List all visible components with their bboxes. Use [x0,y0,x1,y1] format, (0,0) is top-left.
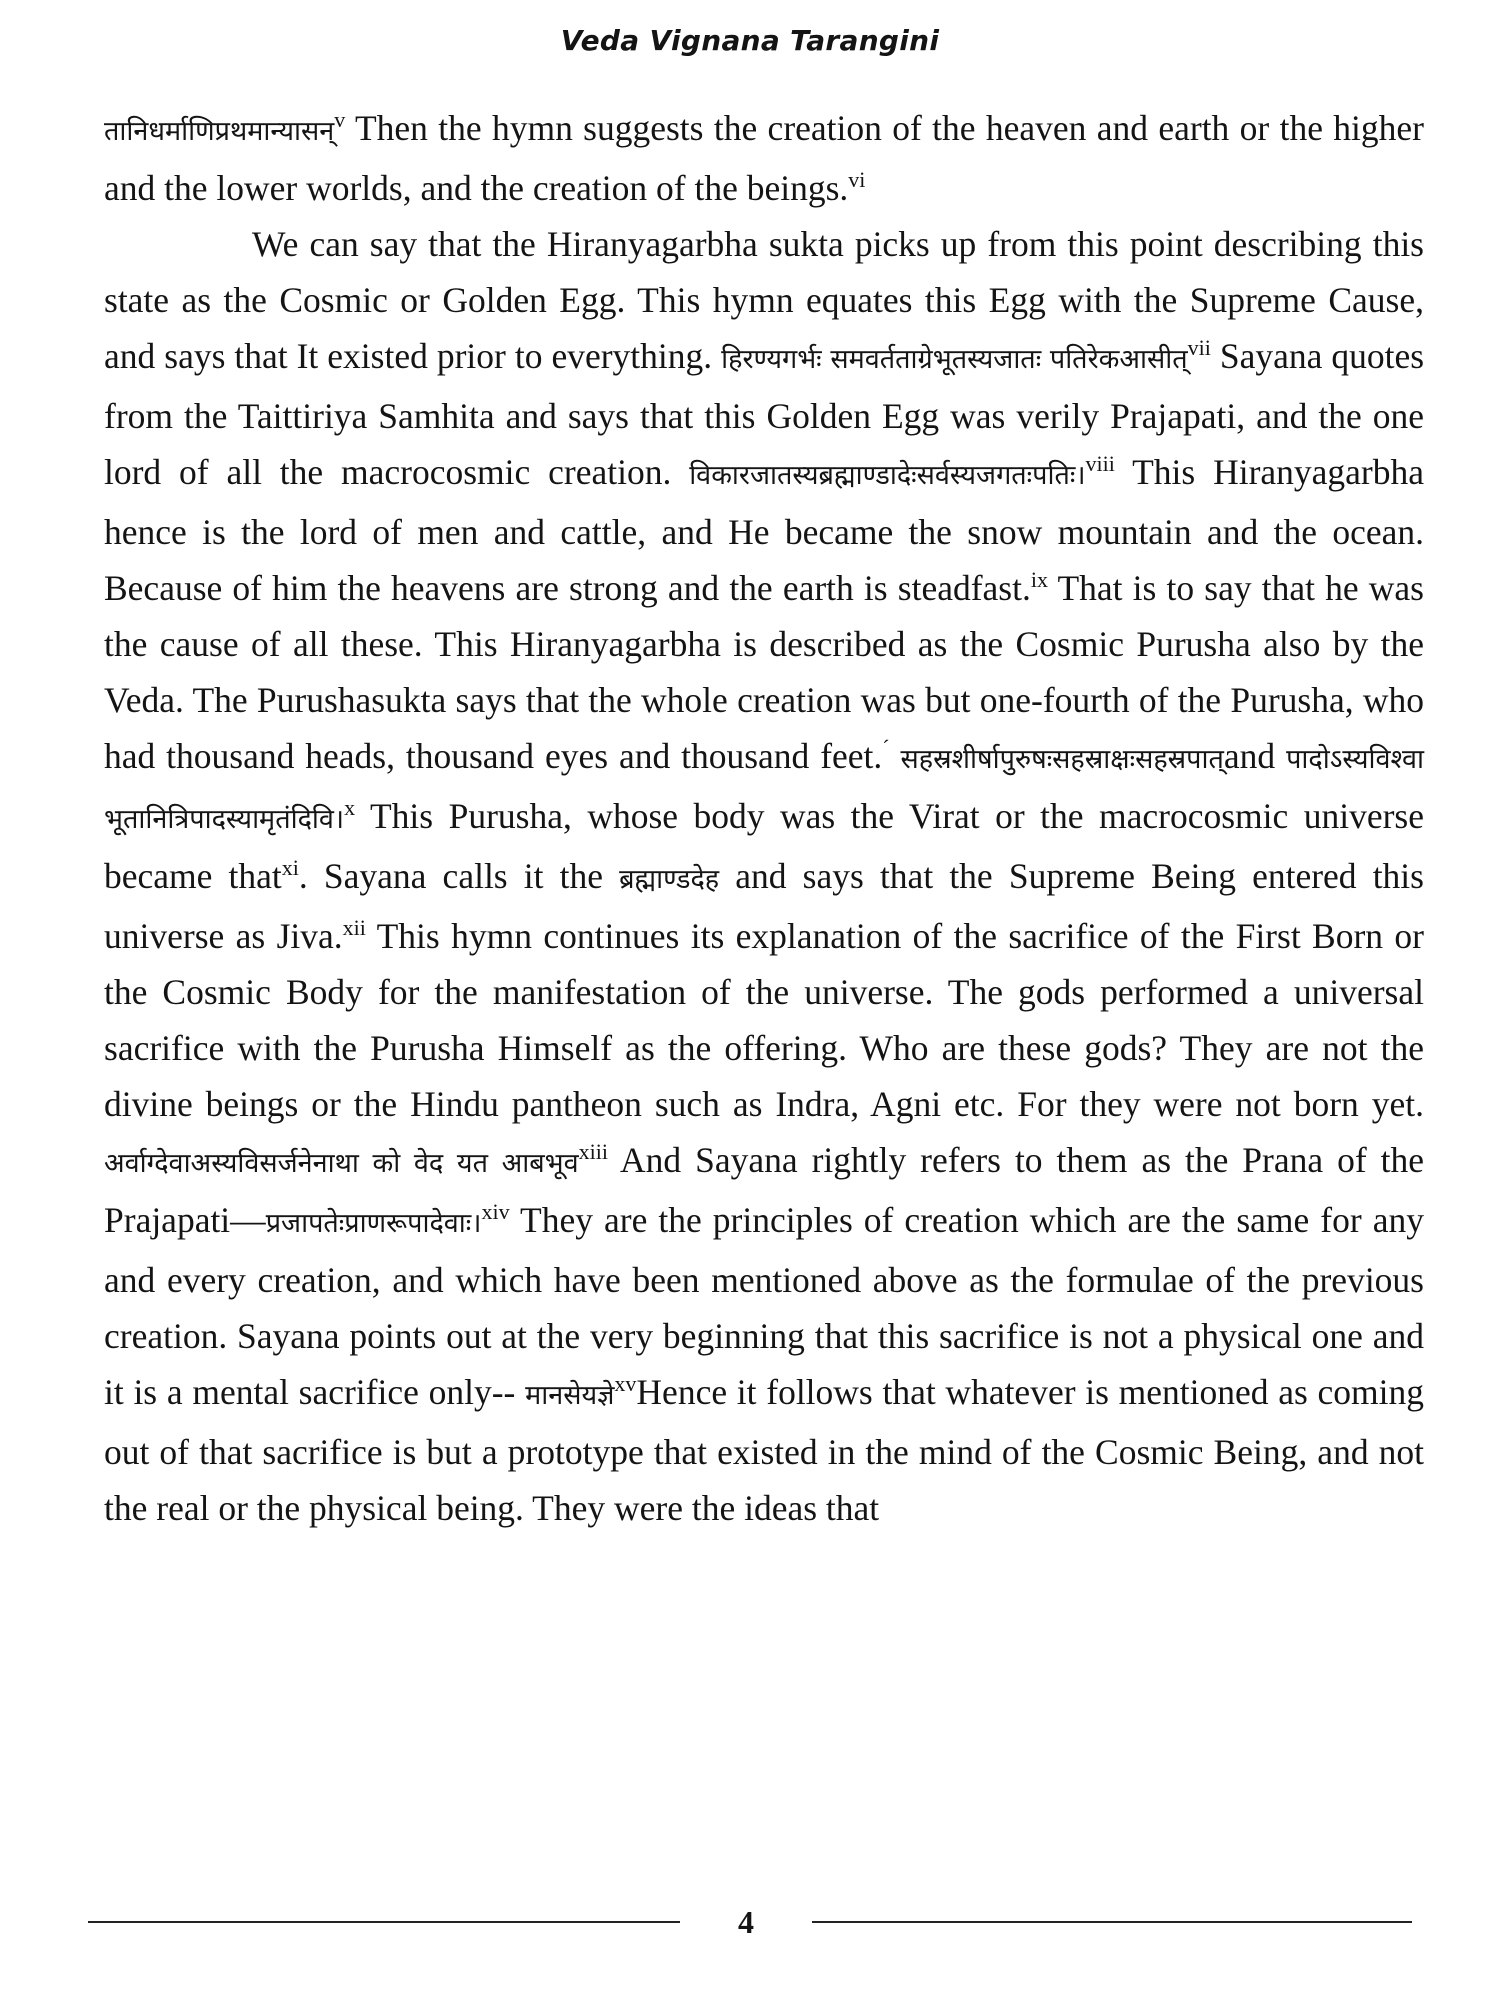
footnote-marker: xv [614,1371,637,1397]
paragraph-text: They are the principles of creation which are the same for any and every creation, and which have been mentioned above as the formulae of the previous creation. Sayana points out at the very beginning that this sacrifice is not a physical one and it is a mental sacrifice only-- [104,1200,1424,1412]
footnote-marker: ix [1030,567,1048,593]
footnote-marker: vii [1187,335,1211,361]
paragraph-text: Then the hymn suggests the creation of the heaven and earth or the higher and the lower worlds, and the creation of the beings. [104,108,1424,208]
paragraph-2 [104,216,1424,1536]
paragraph-text: Hence it follows that whatever is mentioned as coming out of that sacrifice is but a prototype that existed in the mind of the Cosmic Being, and not the real or the physical being. They were the ideas that [104,1372,1424,1528]
page-footer [0,1902,1500,1942]
paragraph-text: . Sayana calls it the [298,856,620,896]
paragraph-1 [104,100,1424,216]
footnote-marker: viii [1085,451,1115,477]
footer-rule-right [812,1921,1412,1923]
page-number: 4 [738,1904,754,1940]
paragraph-text: That is to say that he was the cause of all these. This Hiranyagarbha is described as the Cosmic Purusha also by the Veda. The Purushasukta says that the whole creation was but one-fourth of the Purusha, who had thousand heads, thousand eyes and thousand feet. [104,568,1424,776]
sanskrit-text: सहस्रशीर्षापुरुषःसहस्राक्षःसहस्रपात् [900,744,1224,775]
running-header: Veda Vignana Tarangini [560,24,940,57]
paragraph-text: and says that the Supreme Being entered this universe as Jiva. [104,856,1424,956]
paragraph-text: This Hiranyagarbha hence is the lord of men and cattle, and He became the snow mountain and the ocean. Because of him the heavens are strong and the earth is steadfast. [104,452,1424,608]
footnote-marker: xi [281,855,299,881]
paragraph-text: We can say that the Hiranyagarbha sukta picks up from this point describing this state as the Cosmic or Golden Egg. This hymn equates this Egg with the Supreme Cause, and says that It existed prior to everything. [104,224,1424,376]
paragraph-text: Sayana quotes from the Taittiriya Samhita and says that this Golden Egg was verily Prajapati, and the one lord of all the macrocosmic creation. [104,336,1425,492]
sanskrit-text: अर्वाग्देवाअस्यविसर्जनेनाथा को वेद यत आबभूव [104,1148,579,1179]
footnote-marker: xiii [578,1139,608,1165]
sanskrit-text: ब्रह्माण्डदेह [619,864,720,895]
paragraph-text: And Sayana rightly refers to them as the Prana of the Prajapati— [104,1140,1424,1240]
paragraph-text: This Purusha, whose body was the Virat or the macrocosmic universe became that [104,796,1424,896]
footer-rule-left [88,1921,680,1923]
sanskrit-text: पादोऽस्यविश्वा भूतानित्रिपादस्यामृतंदिवि। [104,744,1424,835]
sanskrit-text: तानिधर्माणिप्रथमान्यासन् [104,116,335,147]
footnote-marker: xii [342,915,366,941]
footnote-marker: x [344,795,356,821]
body-text [104,100,1424,1536]
footnote-marker: vi [848,167,866,193]
sanskrit-text: विकारजातस्यब्रह्माण्डादेःसर्वस्यजगतःपतिः। [689,460,1086,491]
paragraph-text: This hymn continues its explanation of the sacrifice of the First Born or the Cosmic Body for the manifestation of the universe. The gods performed a universal sacrifice with the Purusha Himself as the offering. Who are these gods? They are not the divine beings or the Hindu pantheon such as Indra, Agni etc. For they were not born yet. [104,916,1424,1124]
sanskrit-text: मानसेयज्ञे [525,1380,615,1411]
sanskrit-text: प्रजापतेःप्राणरूपादेवाः। [265,1208,482,1239]
footnote-marker: xiv [481,1199,510,1225]
footnote-marker: v [334,107,346,133]
stray-mark: ´ [882,735,890,761]
paragraph-text: and [1223,736,1287,776]
sanskrit-text: हिरण्यगर्भः समवर्तताग्रेभूतस्यजातः पतिरेकआसीत् [721,344,1188,375]
